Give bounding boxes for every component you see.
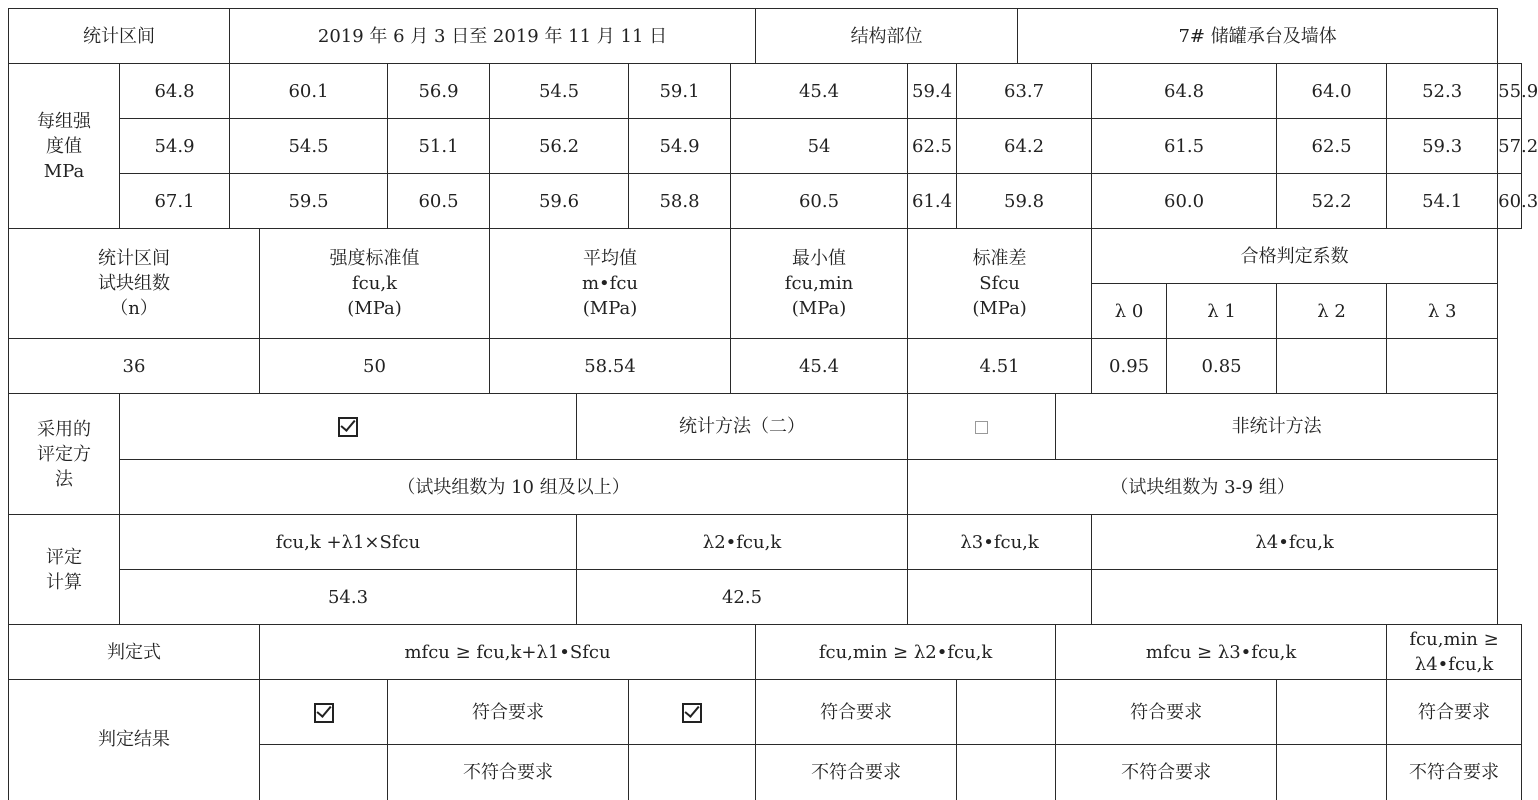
calc-value-1: 54.3	[120, 570, 577, 625]
strength-value: 52.3	[1387, 64, 1498, 119]
header-line: 统计区间	[98, 248, 170, 269]
stats-header-row	[9, 229, 1522, 284]
calc-formula-row	[9, 515, 1522, 570]
strength-value: 62.5	[1277, 119, 1387, 174]
calc-formula-2: λ2•fcu,k	[577, 515, 908, 570]
criterion-4: fcu,min ≥ λ4•fcu,k	[1387, 625, 1522, 680]
header-line: fcu,k	[352, 273, 397, 294]
strength-value: 56.2	[490, 119, 629, 174]
strength-value: 45.4	[731, 64, 908, 119]
method-label-line: 评定方	[37, 443, 91, 465]
calc-value-row	[9, 570, 1522, 625]
calc-label-line: 计算	[46, 571, 82, 593]
header-line: 试块组数	[98, 273, 170, 294]
result-check-cell-1[interactable]	[260, 680, 388, 745]
result-fail-check-cell-1[interactable]	[260, 745, 388, 800]
period-label: 统计区间	[9, 9, 230, 64]
strength-label-line: 每组强	[37, 110, 91, 132]
sample-count-header	[9, 229, 260, 339]
sample-count-value: 36	[9, 339, 260, 394]
lambda-0-header: λ 0	[1092, 284, 1167, 339]
statistical-method-label: 统计方法（二）	[577, 394, 908, 460]
qualification-coefficient-header: 合格判定系数	[1092, 229, 1498, 284]
nonstatistical-method-checkbox[interactable]	[975, 421, 988, 434]
result-fail-check-cell-2[interactable]	[629, 745, 756, 800]
period-value: 2019 年 6 月 3 日至 2019 年 11 月 11 日	[230, 9, 756, 64]
lambda-0-value: 0.95	[1092, 339, 1167, 394]
strength-value: 63.7	[957, 64, 1092, 119]
result-1-pass: 符合要求	[388, 680, 629, 745]
result-4-pass: 符合要求	[1387, 680, 1522, 745]
method-label	[9, 394, 120, 515]
criterion-3: mfcu ≥ λ3•fcu,k	[1056, 625, 1387, 680]
lambda-3-header: λ 3	[1387, 284, 1498, 339]
strength-value: 54.5	[490, 64, 629, 119]
structure-part-value: 7# 储罐承台及墙体	[1018, 9, 1498, 64]
header-line: m•fcu	[581, 273, 639, 294]
result-check-cell-4[interactable]	[1277, 680, 1387, 745]
statistical-method-checkbox[interactable]	[338, 417, 358, 437]
std-dev-value: 4.51	[908, 339, 1092, 394]
lambda-2-value	[1277, 339, 1387, 394]
statistical-method-cell[interactable]	[120, 394, 577, 460]
result-1-checkbox[interactable]	[314, 703, 334, 723]
strength-row	[9, 64, 1522, 119]
strength-value: 59.8	[957, 174, 1092, 229]
strength-value: 60.1	[230, 64, 388, 119]
strength-value: 64.2	[957, 119, 1092, 174]
criteria-label: 判定式	[9, 625, 260, 680]
result-fail-check-cell-3[interactable]	[957, 745, 1056, 800]
result-3-pass: 符合要求	[1056, 680, 1277, 745]
min-value-header	[731, 229, 908, 339]
strength-value: 59.6	[490, 174, 629, 229]
nonstatistical-method-cell[interactable]	[908, 394, 1056, 460]
statistical-method-note: （试块组数为 10 组及以上）	[120, 460, 908, 515]
standard-strength-header	[260, 229, 490, 339]
calc-formula-4: λ4•fcu,k	[1092, 515, 1498, 570]
strength-value: 59.5	[230, 174, 388, 229]
header-line: （n）	[110, 298, 158, 319]
calc-formula-3: λ3•fcu,k	[908, 515, 1092, 570]
strength-value: 51.1	[388, 119, 490, 174]
result-3-fail: 不符合要求	[1056, 745, 1277, 800]
strength-value: 57.2	[1498, 119, 1522, 174]
result-check-cell-2[interactable]	[629, 680, 756, 745]
calc-value-4	[1092, 570, 1498, 625]
result-2-fail: 不符合要求	[756, 745, 957, 800]
header-line: 强度标准值	[329, 248, 420, 269]
header-row	[9, 9, 1522, 64]
lambda-1-header: λ 1	[1167, 284, 1277, 339]
strength-value: 54.9	[629, 119, 731, 174]
criterion-1: mfcu ≥ fcu,k+λ1•Sfcu	[260, 625, 756, 680]
strength-value: 56.9	[388, 64, 490, 119]
criterion-2: fcu,min ≥ λ2•fcu,k	[756, 625, 1056, 680]
header-line: 标准差	[972, 248, 1027, 269]
lambda-3-value	[1387, 339, 1498, 394]
strength-value: 60.3	[1498, 174, 1522, 229]
result-1-fail: 不符合要求	[388, 745, 629, 800]
strength-value: 54	[731, 119, 908, 174]
result-label: 判定结果	[9, 680, 260, 800]
strength-value: 61.4	[908, 174, 957, 229]
header-line: (MPa)	[791, 298, 847, 319]
strength-value: 61.5	[1092, 119, 1277, 174]
strength-label	[9, 64, 120, 229]
result-check-cell-3[interactable]	[957, 680, 1056, 745]
strength-value: 54.1	[1387, 174, 1498, 229]
strength-value: 60.5	[388, 174, 490, 229]
result-2-checkbox[interactable]	[682, 703, 702, 723]
method-label-line: 法	[55, 468, 73, 490]
stats-value-row	[9, 339, 1522, 394]
strength-value: 67.1	[120, 174, 230, 229]
nonstatistical-method-note: （试块组数为 3-9 组）	[908, 460, 1498, 515]
calc-value-2: 42.5	[577, 570, 908, 625]
standard-strength-value: 50	[260, 339, 490, 394]
header-line: (MPa)	[347, 298, 402, 319]
std-dev-header	[908, 229, 1092, 339]
strength-label-line: MPa	[43, 160, 85, 182]
strength-row	[9, 119, 1522, 174]
strength-value: 62.5	[908, 119, 957, 174]
method-row	[9, 394, 1522, 460]
strength-row	[9, 174, 1522, 229]
method-label-line: 采用的	[37, 418, 91, 440]
strength-value: 64.0	[1277, 64, 1387, 119]
strength-label-line: 度值	[46, 135, 82, 157]
calc-label-line: 评定	[46, 546, 82, 568]
structure-part-label: 结构部位	[756, 9, 1018, 64]
criteria-row	[9, 625, 1522, 680]
strength-value: 64.8	[1092, 64, 1277, 119]
mean-value-header	[490, 229, 731, 339]
strength-value: 60.0	[1092, 174, 1277, 229]
strength-value: 55.9	[1498, 64, 1522, 119]
strength-value: 64.8	[120, 64, 230, 119]
result-fail-check-cell-4[interactable]	[1277, 745, 1387, 800]
lambda-2-header: λ 2	[1277, 284, 1387, 339]
result-pass-row	[9, 680, 1522, 745]
calc-label	[9, 515, 120, 625]
concrete-strength-evaluation-table	[8, 8, 1538, 800]
strength-value: 59.4	[908, 64, 957, 119]
header-line: 平均值	[583, 248, 637, 269]
mean-value: 58.54	[490, 339, 731, 394]
header-line: (MPa)	[972, 298, 1027, 319]
nonstatistical-method-label: 非统计方法	[1056, 394, 1498, 460]
result-4-fail: 不符合要求	[1387, 745, 1522, 800]
strength-value: 54.9	[120, 119, 230, 174]
strength-value: 52.2	[1277, 174, 1387, 229]
header-line: fcu,min	[784, 273, 854, 294]
header-line: 最小值	[792, 248, 847, 269]
calc-formula-1: fcu,k +λ1×Sfcu	[120, 515, 577, 570]
strength-value: 54.5	[230, 119, 388, 174]
strength-value: 59.3	[1387, 119, 1498, 174]
result-2-pass: 符合要求	[756, 680, 957, 745]
min-value: 45.4	[731, 339, 908, 394]
lambda-1-value: 0.85	[1167, 339, 1277, 394]
strength-value: 60.5	[731, 174, 908, 229]
header-line: (MPa)	[582, 298, 638, 319]
method-note-row	[9, 460, 1522, 515]
calc-value-3	[908, 570, 1092, 625]
strength-value: 58.8	[629, 174, 731, 229]
header-line: Sfcu	[979, 273, 1020, 294]
strength-value: 59.1	[629, 64, 731, 119]
